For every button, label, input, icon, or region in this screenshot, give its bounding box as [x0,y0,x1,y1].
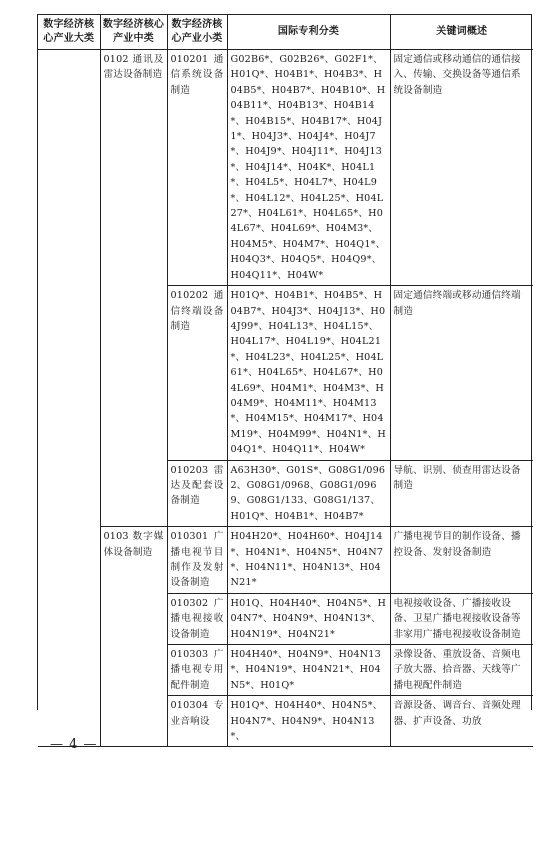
ipc-cell: H01Q、H04H40*、H04N5*、H04N7*、H04N9*、H04N13*、H04N19*、H04N21* [227,593,390,644]
ipc-cell: G02B6*、G02B26*、G02F1*、H01Q*、H04B1*、H04B3*、H04B5*、H04B7*、H04B10*、H04B11*、H04B13*、H04B14*、H04B15*、H04B17*、H04J1*、H04J3*、H04J4*、H04J7*、H04J9*、H04J11*、H04J13*、H04J14*、H04K*、H04L1*、H04L5*、H04L7*、H04L9*、H04L12*、H04L25*、H04L27*、H04L61*、H04L65*、H04L67*、H04L69*、H04M3*、H04M5*、H04M7*、H04Q1*、H04Q3*、H04Q5*、H04Q9*、H04Q11*、H04W* [227,50,390,286]
header-middle-category: 数字经济核心产业中类 [100,15,167,50]
keywords-cell: 录像设备、重放设备、音频电子放大器、拾音器、天线等广播电视配件制造 [390,645,533,696]
ipc-cell: H01Q*、H04B1*、H04B5*、H04B7*、H04J3*、H04J13*、H04J99*、H04L13*、H04L15*、H04L17*、H04L19*、H04L21*、H04L23*、H04L25*、H04L61*、H04L65*、H04L67*、H04L69*、H04M1*、H04M3*、H04M9*、H04M11*、H04M13*、H04M15*、H04M17*、H04M19*、H04M99*、H04N1*、H04Q1*、H04Q11*、H04W* [227,286,390,460]
ipc-cell: H04H40*、H04N9*、H04N13*、H04N19*、H04N21*、H04N5*、H01Q* [227,645,390,696]
patent-classification-table [37,14,532,743]
small-category-cell: 010301 广播电视节目制作及发射设备制造 [167,527,227,594]
small-category-cell: 010304 专业音响设 [167,696,227,747]
header-major-category: 数字经济核心产业大类 [38,15,100,50]
small-category-cell: 010203 雷达及配套设备制造 [167,460,227,527]
major-category-cell [38,50,100,747]
header-keywords: 关键词概述 [390,15,533,50]
table-header-row [38,15,533,50]
keywords-cell: 音源设备、调音台、音频处理器、扩声设备、功放 [390,696,533,747]
header-small-category: 数字经济核心产业小类 [167,15,227,50]
table-row [38,527,533,594]
small-category-cell: 010303 广播电视专用配件制造 [167,645,227,696]
keywords-cell: 电视接收设备、广播接收设备、卫星广播电视接收设备等非家用广播电视接收设备制造 [390,593,533,644]
keywords-cell: 导航、识别、侦查用雷达设备制造 [390,460,533,527]
small-category-cell: 010201 通信系统设备制造 [167,50,227,286]
small-category-cell: 010202 通信终端设备制造 [167,286,227,460]
table-row [38,50,533,286]
header-ipc: 国际专利分类 [227,15,390,50]
middle-category-cell: 0103 数字媒体设备制造 [100,527,167,747]
ipc-cell: H01Q*、H04H40*、H04N5*、H04N7*、H04N9*、H04N13*、 [227,696,390,747]
keywords-cell: 固定通信或移动通信的通信接入、传输、交换设备等通信系统设备制造 [390,50,533,286]
ipc-cell: A63H30*、G01S*、G08G1/0962、G08G1/0968、G08G1/0969、G08G1/133、G08G1/137、H01Q*、H04B1*、H04B7* [227,460,390,527]
keywords-cell: 固定通信终端或移动通信终端制造 [390,286,533,460]
middle-category-cell: 0102 通讯及雷达设备制造 [100,50,167,527]
page-number: — 4 — [50,737,98,752]
ipc-cell: H04H20*、H04H60*、H04J14*、H04N1*、H04N5*、H04N7*、H04N11*、H04N13*、H04N21* [227,527,390,594]
small-category-cell: 010302 广播电视接收设备制造 [167,593,227,644]
keywords-cell: 广播电视节目的制作设备、播控设备、发射设备制造 [390,527,533,594]
